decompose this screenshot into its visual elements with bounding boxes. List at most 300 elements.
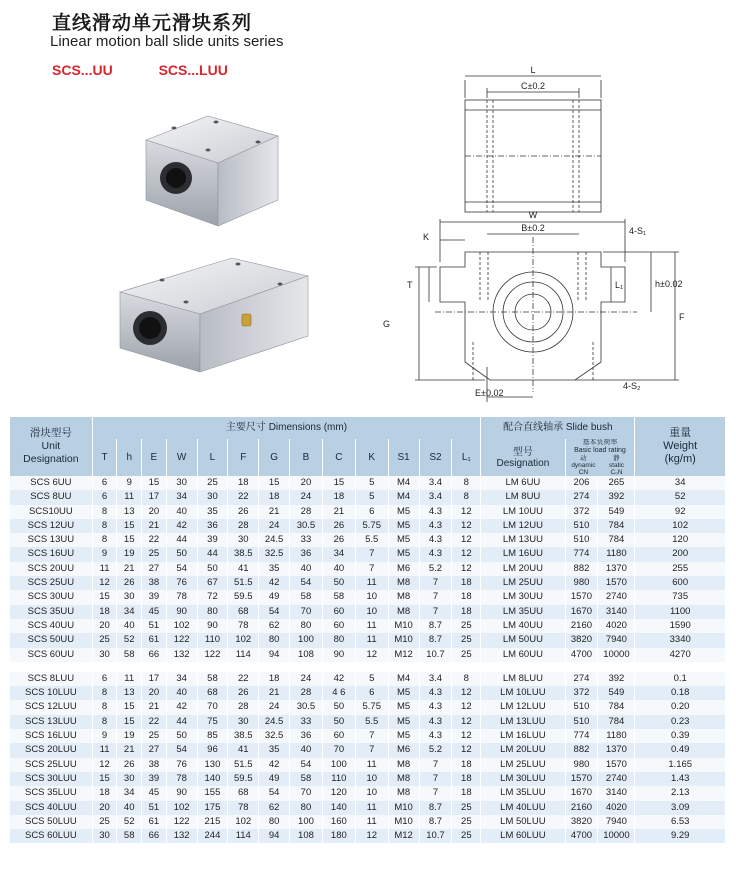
table-cell: 12 bbox=[355, 829, 388, 843]
table-cell: 1570 bbox=[598, 758, 635, 772]
dim-e-label: E±0.02 bbox=[475, 388, 504, 398]
col-g-header: G bbox=[259, 439, 290, 476]
table-cell: 76 bbox=[166, 576, 197, 590]
table-cell: 18 bbox=[452, 786, 481, 800]
table-row bbox=[10, 815, 726, 829]
table-cell: 35 bbox=[197, 505, 228, 519]
table-cell: 13 bbox=[117, 686, 142, 700]
table-cell: 94 bbox=[259, 829, 290, 843]
table-cell: 11 bbox=[355, 758, 388, 772]
table-cell: 17 bbox=[142, 672, 167, 686]
table-cell: 265 bbox=[598, 476, 635, 490]
table-cell: 108 bbox=[290, 648, 323, 662]
table-cell: 18 bbox=[92, 786, 117, 800]
table-cell: 28 bbox=[290, 686, 323, 700]
table-row bbox=[10, 476, 726, 490]
table-cell: 18 bbox=[259, 672, 290, 686]
table-cell: SCS 40LUU bbox=[10, 801, 92, 815]
table-cell: 26 bbox=[228, 505, 259, 519]
table-cell: 4270 bbox=[635, 648, 726, 662]
table-cell: 44 bbox=[197, 547, 228, 561]
table-cell: M8 bbox=[388, 576, 419, 590]
table-cell: 11 bbox=[117, 490, 142, 504]
table-cell: 34 bbox=[117, 786, 142, 800]
table-cell: 784 bbox=[598, 533, 635, 547]
table-cell: 34 bbox=[322, 547, 355, 561]
table-cell: 15 bbox=[92, 590, 117, 604]
table-cell: 4.3 bbox=[419, 715, 452, 729]
col-b-header: B bbox=[290, 439, 323, 476]
unit-designation-header: 滑块型号 Unit Designation bbox=[10, 417, 92, 476]
table-cell: 7940 bbox=[598, 815, 635, 829]
col-w-header: W bbox=[166, 439, 197, 476]
table-cell: 18 bbox=[452, 772, 481, 786]
table-cell: 4020 bbox=[598, 801, 635, 815]
table-cell: 0.18 bbox=[635, 686, 726, 700]
table-cell: 4.3 bbox=[419, 519, 452, 533]
table-cell: SCS 16UU bbox=[10, 547, 92, 561]
table-cell: 4.3 bbox=[419, 686, 452, 700]
table-cell: LM 16UU bbox=[481, 547, 565, 561]
table-cell: 62 bbox=[259, 801, 290, 815]
table-cell: 12 bbox=[452, 519, 481, 533]
table-cell: M6 bbox=[388, 562, 419, 576]
table-cell: 255 bbox=[635, 562, 726, 576]
table-cell: SCS 40UU bbox=[10, 619, 92, 633]
table-cell: 8.7 bbox=[419, 619, 452, 633]
table-cell: 12 bbox=[452, 715, 481, 729]
table-cell: 76 bbox=[166, 758, 197, 772]
table-cell: 30.5 bbox=[290, 700, 323, 714]
table-cell: 39 bbox=[142, 772, 167, 786]
table-cell: 15 bbox=[92, 772, 117, 786]
table-cell: 774 bbox=[565, 729, 598, 743]
table-cell: 7 bbox=[355, 562, 388, 576]
table-cell: 11 bbox=[92, 743, 117, 757]
table-cell: 1570 bbox=[565, 772, 598, 786]
table-cell: 4 6 bbox=[322, 686, 355, 700]
col-h-header: h bbox=[117, 439, 142, 476]
table-cell: 27 bbox=[142, 743, 167, 757]
table-cell: 20 bbox=[290, 476, 323, 490]
table-cell: M5 bbox=[388, 715, 419, 729]
table-cell: 784 bbox=[598, 700, 635, 714]
table-cell: 6 bbox=[92, 490, 117, 504]
table-cell: 51 bbox=[142, 801, 167, 815]
table-cell: 21 bbox=[142, 700, 167, 714]
table-cell: 52 bbox=[117, 633, 142, 647]
table-cell: 25 bbox=[92, 815, 117, 829]
table-cell: 58 bbox=[197, 672, 228, 686]
table-cell: 20 bbox=[142, 505, 167, 519]
table-cell: 3.4 bbox=[419, 490, 452, 504]
table-cell: 24 bbox=[259, 519, 290, 533]
dim-h-label: h±0.02 bbox=[655, 279, 683, 289]
table-cell: M10 bbox=[388, 633, 419, 647]
table-cell: 22 bbox=[228, 672, 259, 686]
table-cell: 7 bbox=[419, 772, 452, 786]
table-cell: 140 bbox=[322, 801, 355, 815]
table-cell: 392 bbox=[598, 490, 635, 504]
table-cell: SCS 8UU bbox=[10, 490, 92, 504]
table-cell: LM 12LUU bbox=[481, 700, 565, 714]
table-cell: 80 bbox=[259, 633, 290, 647]
table-cell: 10 bbox=[355, 590, 388, 604]
table-cell: LM 10UU bbox=[481, 505, 565, 519]
table-cell: 18 bbox=[228, 476, 259, 490]
table-cell: 8.7 bbox=[419, 801, 452, 815]
table-cell: 26 bbox=[228, 686, 259, 700]
table-cell: 45 bbox=[142, 605, 167, 619]
table-cell: 58 bbox=[117, 648, 142, 662]
table-cell: 0.1 bbox=[635, 672, 726, 686]
table-cell: 70 bbox=[197, 700, 228, 714]
table-cell: 20 bbox=[92, 619, 117, 633]
table-cell: 25 bbox=[452, 648, 481, 662]
table-cell: SCS 16LUU bbox=[10, 729, 92, 743]
table-cell: 1180 bbox=[598, 729, 635, 743]
table-cell: 549 bbox=[598, 686, 635, 700]
table-cell: 67 bbox=[197, 576, 228, 590]
bush-designation-header: 型号 Designation bbox=[481, 439, 565, 476]
table-cell: 21 bbox=[322, 505, 355, 519]
table-cell: 21 bbox=[117, 562, 142, 576]
table-cell: 5.2 bbox=[419, 743, 452, 757]
table-cell: LM 25LUU bbox=[481, 758, 565, 772]
table-cell: 62 bbox=[259, 619, 290, 633]
table-cell: SCS 20UU bbox=[10, 562, 92, 576]
table-row bbox=[10, 743, 726, 757]
table-cell: 882 bbox=[565, 743, 598, 757]
table-cell: 24 bbox=[259, 700, 290, 714]
table-cell: 72 bbox=[197, 590, 228, 604]
table-cell: 30 bbox=[117, 772, 142, 786]
table-row bbox=[10, 758, 726, 772]
table-row bbox=[10, 633, 726, 647]
table-cell: 33 bbox=[290, 533, 323, 547]
table-cell: SCS 20LUU bbox=[10, 743, 92, 757]
table-cell: M4 bbox=[388, 672, 419, 686]
table-cell: 35 bbox=[259, 562, 290, 576]
table-cell: 22 bbox=[228, 490, 259, 504]
spec-table bbox=[10, 417, 726, 843]
table-cell: SCS 50LUU bbox=[10, 815, 92, 829]
table-cell: 200 bbox=[635, 547, 726, 561]
table-cell: 92 bbox=[635, 505, 726, 519]
table-cell: 26 bbox=[322, 533, 355, 547]
table-cell: 1570 bbox=[565, 590, 598, 604]
table-cell: 2740 bbox=[598, 590, 635, 604]
table-row bbox=[10, 547, 726, 561]
table-cell: 7940 bbox=[598, 633, 635, 647]
table-cell: 600 bbox=[635, 576, 726, 590]
table-cell: M8 bbox=[388, 786, 419, 800]
table-cell: 70 bbox=[322, 743, 355, 757]
table-cell: LM 13UU bbox=[481, 533, 565, 547]
table-cell: 78 bbox=[166, 772, 197, 786]
table-cell: 44 bbox=[166, 533, 197, 547]
table-cell: 10 bbox=[355, 772, 388, 786]
table-cell: 980 bbox=[565, 758, 598, 772]
page-title-cn: 直线滑动单元滑块系列 bbox=[52, 12, 253, 34]
dim-k-label: K bbox=[423, 232, 430, 242]
table-header-row-2 bbox=[10, 439, 726, 476]
table-cell: 1590 bbox=[635, 619, 726, 633]
table-cell: 42 bbox=[322, 672, 355, 686]
table-cell: 35 bbox=[259, 743, 290, 757]
table-cell: 15 bbox=[259, 476, 290, 490]
table-cell: 19 bbox=[117, 547, 142, 561]
table-cell: 8 bbox=[92, 700, 117, 714]
table-cell: 6 bbox=[92, 476, 117, 490]
table-cell: 90 bbox=[166, 786, 197, 800]
table-cell: 18 bbox=[452, 576, 481, 590]
table-cell: 0.20 bbox=[635, 700, 726, 714]
table-row bbox=[10, 829, 726, 843]
table-cell: 25 bbox=[452, 633, 481, 647]
table-cell: 66 bbox=[142, 829, 167, 843]
table-cell: LM 25UU bbox=[481, 576, 565, 590]
table-cell: 18 bbox=[452, 605, 481, 619]
table-cell: 24 bbox=[290, 490, 323, 504]
table-cell: 59.5 bbox=[228, 590, 259, 604]
technical-drawing bbox=[375, 62, 705, 407]
col-t-header: T bbox=[92, 439, 117, 476]
dim-g-label: G bbox=[383, 319, 391, 329]
table-cell: 40 bbox=[322, 562, 355, 576]
table-cell: 100 bbox=[290, 633, 323, 647]
table-cell: SCS 35LUU bbox=[10, 786, 92, 800]
table-cell: 0.39 bbox=[635, 729, 726, 743]
table-cell: 70 bbox=[290, 786, 323, 800]
table-cell: 25 bbox=[142, 729, 167, 743]
table-cell: 54 bbox=[259, 605, 290, 619]
table-cell: 21 bbox=[259, 686, 290, 700]
table-cell: 122 bbox=[197, 648, 228, 662]
table-cell: 11 bbox=[92, 562, 117, 576]
table-cell: 41 bbox=[228, 743, 259, 757]
table-cell: LM 20UU bbox=[481, 562, 565, 576]
table-cell: 8 bbox=[92, 533, 117, 547]
slide-bush-header: 配合直线轴承 Slide bush bbox=[481, 417, 635, 439]
uu-series-rows bbox=[10, 476, 726, 662]
table-cell: LM 30LUU bbox=[481, 772, 565, 786]
table-cell: 9 bbox=[92, 547, 117, 561]
table-cell: 5 bbox=[355, 672, 388, 686]
table-cell: 108 bbox=[290, 829, 323, 843]
table-cell: M5 bbox=[388, 505, 419, 519]
table-cell: 3.09 bbox=[635, 801, 726, 815]
table-cell: 4700 bbox=[565, 829, 598, 843]
table-cell: 18 bbox=[92, 605, 117, 619]
table-cell: SCS 25LUU bbox=[10, 758, 92, 772]
table-cell: 5.75 bbox=[355, 519, 388, 533]
table-cell: 15 bbox=[117, 519, 142, 533]
table-cell: 122 bbox=[166, 815, 197, 829]
table-cell: 4.3 bbox=[419, 700, 452, 714]
table-cell: 130 bbox=[197, 758, 228, 772]
table-cell: 510 bbox=[565, 700, 598, 714]
table-cell: 12 bbox=[452, 533, 481, 547]
table-cell: M4 bbox=[388, 476, 419, 490]
col-l-header: L bbox=[197, 439, 228, 476]
table-row bbox=[10, 672, 726, 686]
dim-l-label: L bbox=[530, 65, 536, 75]
table-cell: 21 bbox=[142, 519, 167, 533]
table-cell: 28 bbox=[290, 505, 323, 519]
load-rating-header: 基本负荷率 Basic load rating 动 dynamic CN 静 static C₀N bbox=[565, 439, 635, 476]
table-cell: 30 bbox=[117, 590, 142, 604]
table-cell: 274 bbox=[565, 490, 598, 504]
table-cell: 11 bbox=[355, 619, 388, 633]
slide-unit-long-photo bbox=[112, 252, 312, 377]
table-cell: 110 bbox=[197, 633, 228, 647]
table-cell: 8 bbox=[92, 519, 117, 533]
table-cell: 33 bbox=[290, 715, 323, 729]
table-cell: 8 bbox=[92, 715, 117, 729]
table-cell: 3820 bbox=[565, 633, 598, 647]
table-cell: M8 bbox=[388, 758, 419, 772]
table-cell: 2.13 bbox=[635, 786, 726, 800]
table-cell: 22 bbox=[142, 715, 167, 729]
table-cell: 36 bbox=[290, 547, 323, 561]
table-cell: LM 50LUU bbox=[481, 815, 565, 829]
table-cell: 50 bbox=[166, 547, 197, 561]
table-cell: 34 bbox=[166, 672, 197, 686]
table-cell: 75 bbox=[197, 715, 228, 729]
table-cell: 32.5 bbox=[259, 547, 290, 561]
table-cell: M5 bbox=[388, 700, 419, 714]
table-cell: SCS10UU bbox=[10, 505, 92, 519]
table-cell: 25 bbox=[197, 476, 228, 490]
table-cell: 10 bbox=[355, 605, 388, 619]
table-cell: 40 bbox=[117, 619, 142, 633]
table-cell: 80 bbox=[290, 801, 323, 815]
slide-unit-short-photo bbox=[138, 108, 288, 233]
table-cell: 7 bbox=[355, 547, 388, 561]
table-row bbox=[10, 519, 726, 533]
table-cell: 30 bbox=[92, 829, 117, 843]
table-cell: 7 bbox=[419, 786, 452, 800]
table-cell: 38 bbox=[142, 758, 167, 772]
table-cell: 80 bbox=[290, 619, 323, 633]
table-cell: 58 bbox=[290, 590, 323, 604]
table-cell: 94 bbox=[259, 648, 290, 662]
table-cell: 90 bbox=[322, 648, 355, 662]
table-cell: 26 bbox=[322, 519, 355, 533]
table-cell: 34 bbox=[635, 476, 726, 490]
table-cell: 102 bbox=[228, 815, 259, 829]
table-cell: 20 bbox=[92, 801, 117, 815]
table-cell: 5.5 bbox=[355, 715, 388, 729]
table-cell: 10.7 bbox=[419, 829, 452, 843]
table-cell: 11 bbox=[117, 672, 142, 686]
table-row bbox=[10, 533, 726, 547]
table-cell: 25 bbox=[452, 801, 481, 815]
table-cell: 61 bbox=[142, 815, 167, 829]
table-cell: 24.5 bbox=[259, 715, 290, 729]
table-cell: 80 bbox=[322, 633, 355, 647]
table-cell: 1370 bbox=[598, 743, 635, 757]
table-row bbox=[10, 619, 726, 633]
table-cell: 70 bbox=[290, 605, 323, 619]
table-cell: 58 bbox=[322, 590, 355, 604]
table-cell: 60 bbox=[322, 605, 355, 619]
table-cell: SCS 12LUU bbox=[10, 700, 92, 714]
table-cell: 30 bbox=[92, 648, 117, 662]
table-cell: 39 bbox=[142, 590, 167, 604]
table-cell: 8.7 bbox=[419, 815, 452, 829]
table-cell: 30 bbox=[166, 476, 197, 490]
table-cell: 68 bbox=[197, 686, 228, 700]
table-cell: M4 bbox=[388, 490, 419, 504]
table-cell: 42 bbox=[259, 576, 290, 590]
table-cell: 36 bbox=[290, 729, 323, 743]
table-cell: 13 bbox=[117, 505, 142, 519]
table-row bbox=[10, 772, 726, 786]
table-cell: 54 bbox=[166, 743, 197, 757]
table-cell: 50 bbox=[166, 729, 197, 743]
table-row bbox=[10, 505, 726, 519]
table-cell: LM 8UU bbox=[481, 490, 565, 504]
table-cell: 0.23 bbox=[635, 715, 726, 729]
table-cell: M5 bbox=[388, 686, 419, 700]
table-cell: 28 bbox=[228, 700, 259, 714]
table-cell: 120 bbox=[322, 786, 355, 800]
table-cell: 1370 bbox=[598, 562, 635, 576]
table-cell: 10.7 bbox=[419, 648, 452, 662]
table-cell: M5 bbox=[388, 519, 419, 533]
table-cell: 9 bbox=[117, 476, 142, 490]
table-cell: M8 bbox=[388, 772, 419, 786]
table-cell: 42 bbox=[166, 700, 197, 714]
table-cell: 784 bbox=[598, 715, 635, 729]
table-cell: 7 bbox=[419, 605, 452, 619]
table-cell: SCS 13UU bbox=[10, 533, 92, 547]
table-cell: 3.4 bbox=[419, 476, 452, 490]
table-cell: 85 bbox=[197, 729, 228, 743]
table-cell: LM 40LUU bbox=[481, 801, 565, 815]
table-cell: 24.5 bbox=[259, 533, 290, 547]
table-cell: 10000 bbox=[598, 648, 635, 662]
table-cell: 96 bbox=[197, 743, 228, 757]
table-cell: LM 13LUU bbox=[481, 715, 565, 729]
table-cell: 40 bbox=[117, 801, 142, 815]
table-cell: 122 bbox=[166, 633, 197, 647]
table-row bbox=[10, 590, 726, 604]
table-cell: 18 bbox=[322, 490, 355, 504]
table-cell: 8.7 bbox=[419, 633, 452, 647]
table-row bbox=[10, 490, 726, 504]
table-cell: 18 bbox=[452, 758, 481, 772]
table-cell: LM 35LUU bbox=[481, 786, 565, 800]
table-cell: 15 bbox=[117, 700, 142, 714]
table-cell: 25 bbox=[452, 815, 481, 829]
col-c-header: C bbox=[322, 439, 355, 476]
table-cell: 1.165 bbox=[635, 758, 726, 772]
table-cell: 44 bbox=[166, 715, 197, 729]
table-cell: 59.5 bbox=[228, 772, 259, 786]
table-cell: 27 bbox=[142, 562, 167, 576]
table-cell: 114 bbox=[228, 648, 259, 662]
col-s2-header: S2 bbox=[419, 439, 452, 476]
table-cell: 5 bbox=[355, 490, 388, 504]
table-cell: 39 bbox=[197, 533, 228, 547]
table-cell: 90 bbox=[166, 605, 197, 619]
dim-s2-label: 4-S₂ bbox=[623, 381, 641, 391]
table-cell: 12 bbox=[452, 700, 481, 714]
table-cell: 15 bbox=[117, 715, 142, 729]
